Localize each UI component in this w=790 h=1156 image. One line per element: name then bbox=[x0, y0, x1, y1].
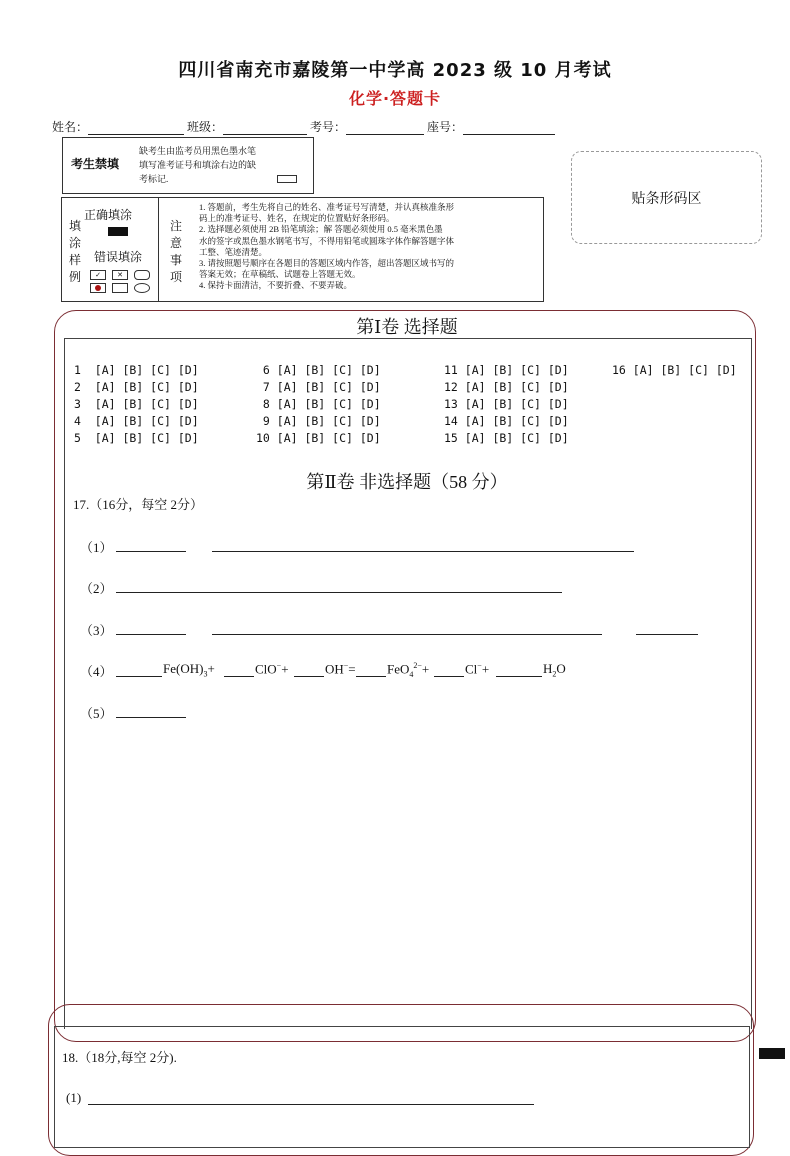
q17-4-fe: Fe(OH) bbox=[163, 661, 204, 676]
sample-side-char: 例 bbox=[68, 270, 81, 284]
banned-line: 填写准考证号和填涂右边的缺 bbox=[139, 160, 257, 170]
note-line: 4. 保持卡面清洁，不要折叠、不要弄破。 bbox=[199, 280, 353, 291]
q17-3-blank-c[interactable] bbox=[636, 634, 698, 635]
q17-part-1-label: （1） bbox=[80, 540, 113, 555]
q17-1-blank-b[interactable] bbox=[212, 551, 634, 552]
banned-label: 考生禁填 bbox=[71, 157, 120, 171]
choice-row[interactable]: 8 [A] [B] [C] [D] bbox=[256, 397, 381, 411]
q17-part-4-label: （4） bbox=[80, 664, 113, 679]
choice-row[interactable]: 16 [A] [B] [C] [D] bbox=[612, 363, 737, 377]
notes-side-label bbox=[169, 218, 183, 286]
class-field[interactable] bbox=[223, 120, 307, 135]
q17-4-feo: FeO bbox=[387, 661, 410, 677]
choice-row[interactable]: 15 [A] [B] [C] [D] bbox=[444, 431, 569, 445]
note-line: 码上的准考证号、姓名，在规定的位置贴好条形码。 bbox=[199, 213, 395, 224]
note-line: 工整、笔迹清楚。 bbox=[199, 246, 268, 257]
section1-title: 第Ⅰ卷 选择题 bbox=[356, 317, 458, 337]
q17-4-equals: = bbox=[348, 661, 356, 677]
q17-4-fe-sub: 3 bbox=[203, 669, 208, 679]
q17-part-5-label: （5） bbox=[80, 706, 113, 721]
choice-row[interactable]: 3 [A] [B] [C] [D] bbox=[74, 397, 199, 411]
note-line: 3. 请按照题号顺序在各题目的答题区域内作答，超出答题区域书写的 bbox=[199, 258, 455, 269]
choice-row[interactable]: 12 [A] [B] [C] [D] bbox=[444, 380, 569, 394]
note-line: 水的签字或黑色墨水钢笔书写，不得用铅笔或圆珠字体作解答题字体 bbox=[199, 235, 455, 246]
q17-2-blank[interactable] bbox=[116, 592, 562, 593]
q17-4-clo-sup: − bbox=[276, 661, 282, 670]
absent-mark-box bbox=[62, 137, 314, 194]
q18-part-1-label: (1) bbox=[66, 1090, 82, 1105]
q17-4-plus: + bbox=[281, 661, 289, 677]
q17-4-term-fe bbox=[163, 661, 215, 679]
notes-text bbox=[199, 202, 535, 292]
q17-4-h: H bbox=[543, 661, 553, 676]
seat-no-field[interactable] bbox=[463, 120, 555, 135]
sample-side-char: 涂 bbox=[68, 236, 81, 250]
q17-4-term-oh bbox=[325, 661, 356, 677]
choice-row[interactable]: 13 [A] [B] [C] [D] bbox=[444, 397, 569, 411]
choice-row[interactable]: 2 [A] [B] [C] [D] bbox=[74, 380, 199, 394]
q17-4-cl-sup: − bbox=[477, 661, 482, 670]
exam-title: 四川省南充市嘉陵第一中学高 2023 级 10 月考试 bbox=[178, 60, 612, 81]
choice-row[interactable]: 4 [A] [B] [C] [D] bbox=[74, 414, 199, 428]
choice-row[interactable]: 1 [A] [B] [C] [D] bbox=[74, 363, 199, 377]
q18-label: 18.（18分,每空 2分). bbox=[62, 1050, 177, 1065]
wrong-partial-example bbox=[112, 283, 128, 293]
choice-row[interactable]: 14 [A] [B] [C] [D] bbox=[444, 414, 569, 428]
q18-section-border bbox=[54, 1026, 750, 1148]
q18-1-blank[interactable] bbox=[88, 1104, 534, 1105]
seat-no-label: 座号： bbox=[427, 120, 464, 134]
barcode-label: 贴条形码区 bbox=[631, 190, 702, 207]
student-info-line bbox=[52, 118, 555, 135]
name-label: 姓名： bbox=[52, 120, 89, 134]
note-line: 2. 选择题必须使用 2B 铅笔填涂；解 答题必须使用 0.5 毫米黑色墨 bbox=[199, 224, 443, 235]
choice-row[interactable]: 6 [A] [B] [C] [D] bbox=[256, 363, 381, 377]
wrong-oval-example bbox=[134, 283, 150, 293]
q17-part-3-label: （3） bbox=[80, 623, 113, 638]
q17-4-plus: + bbox=[207, 661, 215, 676]
sample-side-char: 填 bbox=[68, 219, 81, 233]
q17-label: 17.（16分，每空 2分） bbox=[73, 497, 204, 512]
q17-4-term-feo bbox=[387, 661, 429, 679]
wrong-dot-example bbox=[90, 283, 106, 293]
q17-4-feo-sup: 2− bbox=[413, 661, 422, 670]
q17-5-blank[interactable] bbox=[116, 717, 186, 718]
absent-mark-bubble[interactable] bbox=[277, 175, 297, 183]
note-line: 答案无效；在草稿纸、试题卷上答题无效。 bbox=[199, 269, 361, 280]
alignment-marker bbox=[759, 1048, 785, 1059]
q17-4-term-h2o bbox=[543, 661, 566, 679]
q17-4-oh: OH bbox=[325, 661, 344, 677]
class-label: 班级： bbox=[187, 120, 224, 134]
q17-4-o: O bbox=[556, 661, 566, 676]
q17-3-blank-a[interactable] bbox=[116, 634, 186, 635]
sample-side-label bbox=[68, 218, 82, 286]
q17-4-coef-1[interactable] bbox=[116, 676, 162, 677]
exam-no-label: 考号： bbox=[310, 120, 347, 134]
choice-row[interactable]: 5 [A] [B] [C] [D] bbox=[74, 431, 199, 445]
wrong-cross-example: ✕ bbox=[112, 270, 128, 280]
q17-4-plus: + bbox=[421, 661, 430, 677]
sample-side-char: 样 bbox=[68, 253, 81, 267]
banned-line: 考标记. bbox=[139, 174, 169, 184]
note-line: 1. 答题前，考生先将自己的姓名、准考证号写清楚，并认真核准条形 bbox=[199, 202, 455, 212]
q17-4-oh-sup: − bbox=[343, 661, 349, 670]
fill-sample-box bbox=[61, 197, 159, 302]
notes-side-char: 注 bbox=[169, 219, 182, 233]
q17-4-coef-2[interactable] bbox=[224, 676, 254, 677]
q17-4-plus: + bbox=[481, 661, 490, 677]
correct-fill-label: 正确填涂 bbox=[84, 208, 133, 222]
notes-side-char: 事 bbox=[169, 253, 182, 267]
q17-part-2-label: （2） bbox=[80, 581, 113, 596]
q17-4-feo-sub: 4 bbox=[409, 669, 414, 679]
q17-4-coef-4[interactable] bbox=[356, 676, 386, 677]
wrong-check-example: ✓ bbox=[90, 270, 106, 280]
q17-1-blank-a[interactable] bbox=[116, 551, 186, 552]
choice-row[interactable]: 9 [A] [B] [C] [D] bbox=[256, 414, 381, 428]
q17-4-coef-5[interactable] bbox=[434, 676, 464, 677]
q17-4-clo: ClO bbox=[255, 661, 277, 677]
notes-side-char: 意 bbox=[169, 236, 182, 250]
notes-box bbox=[158, 197, 544, 302]
correct-fill-example bbox=[108, 227, 128, 236]
q17-4-h-sub: 2 bbox=[552, 669, 557, 679]
wrong-fill-label: 错误填涂 bbox=[94, 250, 143, 264]
banned-line: 缺考生由监考员用黑色墨水笔 bbox=[139, 146, 257, 156]
barcode-area bbox=[571, 151, 762, 244]
banned-instructions bbox=[139, 144, 289, 186]
section2-title: 第Ⅱ卷 非选择题（58 分） bbox=[306, 472, 508, 492]
exam-no-field[interactable] bbox=[346, 120, 424, 135]
choice-row[interactable]: 11 [A] [B] [C] [D] bbox=[444, 363, 569, 377]
choice-row[interactable]: 7 [A] [B] [C] [D] bbox=[256, 380, 381, 394]
name-field[interactable] bbox=[88, 120, 184, 135]
q17-4-coef-6[interactable] bbox=[496, 676, 542, 677]
notes-side-char: 项 bbox=[169, 270, 182, 284]
q17-3-blank-b[interactable] bbox=[212, 634, 602, 635]
wrong-circle-example bbox=[134, 270, 150, 280]
exam-subtitle: 化学·答题卡 bbox=[348, 89, 442, 108]
q17-4-cl: Cl bbox=[465, 661, 478, 677]
q17-4-term-cl bbox=[465, 661, 489, 677]
choice-row[interactable]: 10 [A] [B] [C] [D] bbox=[256, 431, 381, 445]
q17-4-term-clo bbox=[255, 661, 289, 677]
q17-4-coef-3[interactable] bbox=[294, 676, 324, 677]
